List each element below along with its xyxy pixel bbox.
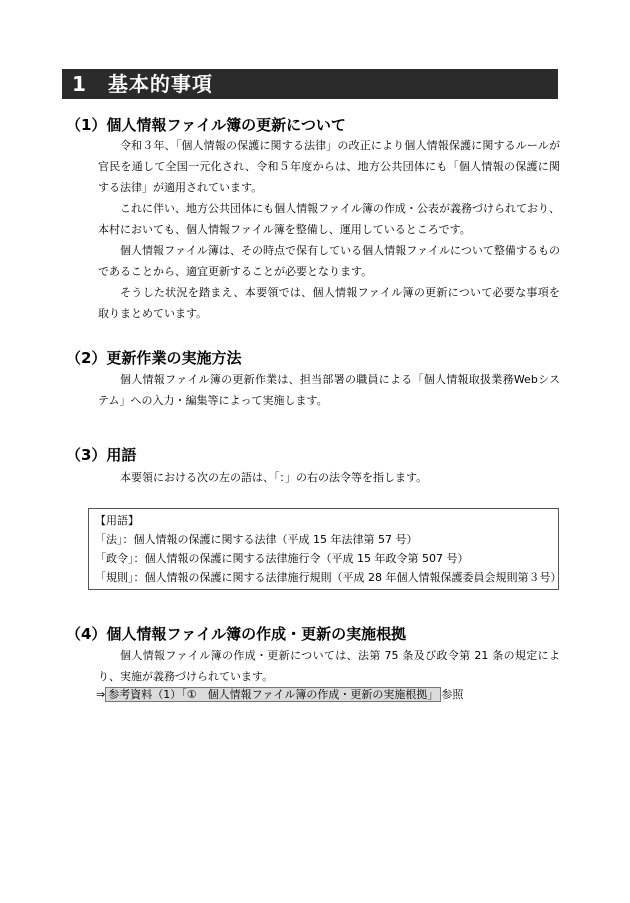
term-item-law: 「法」：個人情報の保護に関する法律（平成 15 年法律第 57 号） <box>95 533 418 546</box>
section-2-paragraph-1: 個人情報ファイル簿の更新作業は、担当部署の職員による「個人情報取扱業務Webシステム」への入力・編集等によって実施します。 <box>98 373 560 407</box>
terms-box <box>88 508 562 590</box>
reference-line <box>96 686 463 704</box>
section-1-paragraph-2: これに伴い、地方公共団体にも個人情報ファイル簿の作成・公表が義務づけられており、本村においても、個人情報ファイル簿を整備し、運用しているところです。 <box>98 202 560 236</box>
section-4-paragraph-1: 個人情報ファイル簿の作成・更新については、法第 75 条及び政令第 21 条の規定により、実施が義務づけられています。 <box>98 649 560 683</box>
section-2-heading: （2）更新作業の実施方法 <box>66 349 242 367</box>
terms-box-label: 【用語】 <box>95 514 139 527</box>
section-1-heading: （1）個人情報ファイル簿の更新について <box>66 116 346 134</box>
section-3-paragraph-1: 本要領における次の左の語は、「：」の右の法令等を指します。 <box>120 471 428 484</box>
reference-link[interactable]: 参考資料（1）「① 個人情報ファイル簿の作成・更新の実施根拠」 <box>105 687 441 702</box>
term-item-rules: 「規則」：個人情報の保護に関する法律施行規則（平成 28 年個人情報保護委員会規則第３号） <box>95 571 562 584</box>
section-1-paragraph-1: 令和３年、「個人情報の保護に関する法律」の改正により個人情報保護に関するルールが官民を通して全国一元化され、令和５年度からは、地方公共団体にも「個人情報の保護に関する法律」が適用されています。 <box>98 139 560 194</box>
section-1-paragraph-3: 個人情報ファイル簿は、その時点で保有している個人情報ファイルについて整備するものであることから、適宜更新することが必要となります。 <box>98 244 560 278</box>
section-1-paragraph-4: そうした状況を踏まえ、本要領では、個人情報ファイル簿の更新について必要な事項を取りまとめています。 <box>98 286 560 320</box>
reference-suffix: 参照 <box>441 688 464 701</box>
reference-arrow: ⇒ <box>96 688 106 701</box>
term-item-ordinance: 「政令」：個人情報の保護に関する法律施行令（平成 15 年政令第 507 号） <box>95 552 469 565</box>
section-3-heading: （3）用語 <box>66 446 137 464</box>
page-title: 1 基本的事項 <box>62 69 558 99</box>
section-4-heading: （4）個人情報ファイル簿の作成・更新の実施根拠 <box>66 625 407 643</box>
